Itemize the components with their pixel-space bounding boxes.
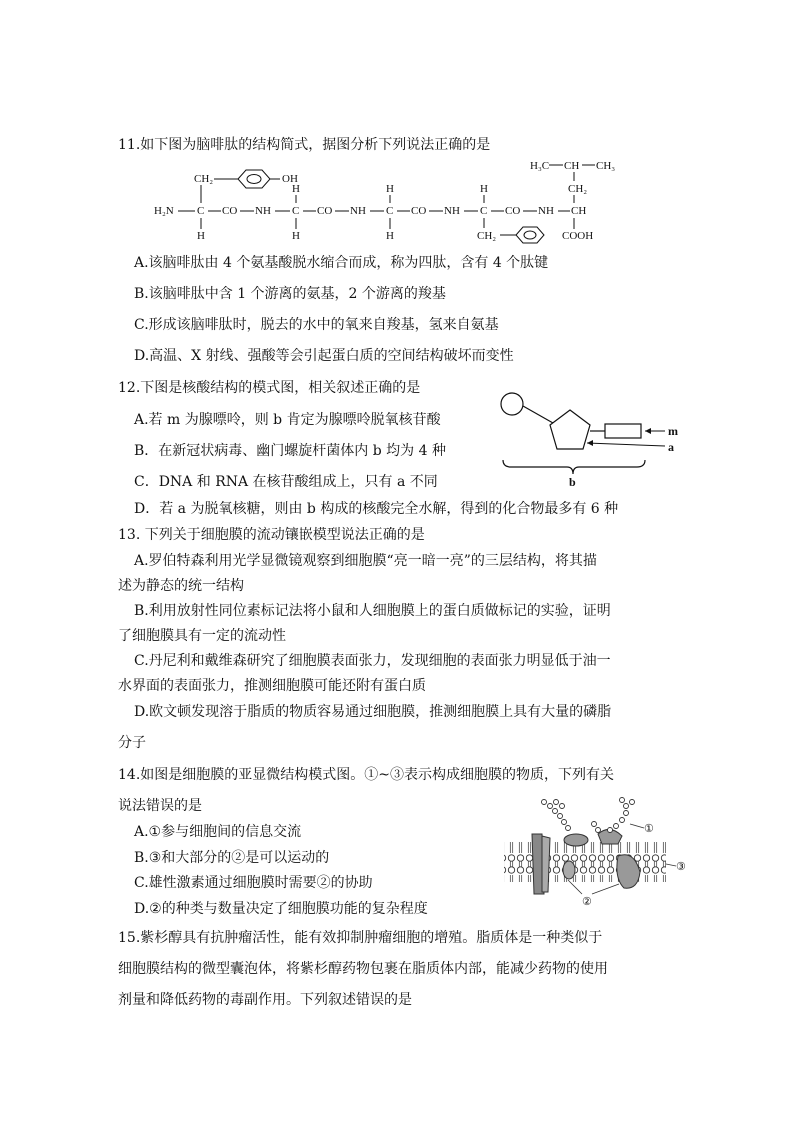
label-b: b [569, 475, 576, 489]
q13-line: C.丹尼利和戴维森研究了细胞膜表面张力，发现细胞的表面张力明显低于油一 [134, 653, 611, 669]
svg-text:CO: CO [222, 205, 238, 217]
svg-text:H: H [386, 230, 394, 242]
q11-option-d: D.高温、X 射线、强酸等会引起蛋白质的空间结构破坏而变性 [134, 348, 514, 364]
svg-text:C: C [197, 205, 205, 217]
q13-line: A.罗伯特森利用光学显微镜观察到细胞膜“亮一暗一亮”的三层结构，将其描 [134, 553, 597, 569]
h2n-group: H₂N [154, 205, 174, 217]
q12-option-b: B．在新冠状病毒、幽门螺旋杆菌体内 b 均为 4 种 [134, 443, 446, 459]
q12-option-c: C．DNA 和 RNA 在核苷酸组成上，只有 a 不同 [134, 474, 438, 490]
svg-text:CH: CH [564, 160, 580, 172]
q11-stem: 11.如下图为脑啡肽的结构简式，据图分析下列说法正确的是 [118, 137, 491, 153]
nucleotide-diagram [495, 390, 690, 490]
q15-line: 细胞膜结构的微型囊泡体，将紫杉醇药物包裹在脂质体内部，能减少药物的使用 [118, 961, 608, 977]
svg-text:CH₂: CH₂ [477, 230, 497, 242]
cell-membrane-diagram [498, 794, 694, 910]
q12-stem: 12.下图是核酸结构的模式图，相关叙述正确的是 [118, 380, 421, 396]
q13-line: 水界面的表面张力，推测细胞膜可能还附有蛋白质 [118, 678, 426, 694]
svg-text:CO: CO [505, 205, 521, 217]
q11-option-a: A.该脑啡肽由 4 个氨基酸脱水缩合而成，称为四肽，含有 4 个肽键 [134, 255, 549, 271]
svg-text:NH: NH [350, 205, 366, 217]
svg-text:OH: OH [282, 173, 298, 185]
q14-option-b: B.③和大部分的②是可以运动的 [134, 850, 330, 866]
q13-line: 述为静态的统一结构 [118, 578, 244, 594]
svg-text:H: H [480, 183, 488, 195]
svg-text:CO: CO [411, 205, 427, 217]
q13-stem: 13. 下列关于细胞膜的流动镶嵌模型说法正确的是 [118, 527, 425, 543]
q15-line: 15.紫杉醇具有抗肿瘤活性，能有效抑制肿瘤细胞的增殖。脂质体是一种类似于 [118, 930, 603, 946]
svg-text:H: H [292, 230, 300, 242]
enkephalin-structure-figure [150, 156, 650, 246]
q13-line: 分子 [118, 735, 146, 751]
q13-line: D.欧文顿发现溶于脂质的物质容易通过细胞膜，推测细胞膜上具有大量的磷脂 [134, 704, 612, 720]
svg-text:COOH: COOH [562, 230, 594, 242]
q12-option-a: A.若 m 为腺嘌呤，则 b 肯定为腺嘌呤脱氧核苷酸 [134, 412, 441, 428]
label-3: ③ [676, 861, 686, 873]
svg-text:CH₂: CH₂ [194, 173, 214, 185]
label-m: m [668, 424, 678, 438]
svg-text:C: C [480, 205, 488, 217]
q13-line: B.利用放射性同位素标记法将小鼠和人细胞膜上的蛋白质做标记的实验，证明 [134, 603, 611, 619]
svg-text:H: H [197, 230, 205, 242]
q14-option-a: A.①参与细胞间的信息交流 [134, 824, 302, 840]
q13-line: 了细胞膜具有一定的流动性 [118, 628, 286, 644]
q14-stem: 14.如图是细胞膜的亚显微结构模式图。①~③表示构成细胞膜的物质，下列有关 [118, 767, 614, 783]
label-a: a [668, 440, 674, 454]
svg-text:NH: NH [255, 205, 271, 217]
svg-text:CH: CH [571, 205, 587, 217]
q11-option-b: B.该脑啡肽中含 1 个游离的氨基，2 个游离的羧基 [134, 286, 446, 302]
svg-text:H₃C: H₃C [530, 160, 550, 172]
label-1: ① [644, 823, 654, 835]
q14-stem-cont: 说法错误的是 [118, 798, 202, 814]
q14-option-d: D.②的种类与数量决定了细胞膜功能的复杂程度 [134, 901, 428, 917]
svg-text:H: H [292, 183, 300, 195]
svg-text:CH₂: CH₂ [568, 183, 588, 195]
svg-text:NH: NH [444, 205, 460, 217]
q11-option-c: C.形成该脑啡肽时，脱去的水中的氧来自羧基，氢来自氨基 [134, 317, 499, 333]
svg-text:C: C [292, 205, 300, 217]
q14-option-c: C.雄性激素通过细胞膜时需要②的协助 [134, 875, 373, 891]
svg-text:H: H [386, 183, 394, 195]
q12-option-d: D．若 a 为脱氧核糖，则由 b 构成的核酸完全水解，得到的化合物最多有 6 种 [134, 501, 619, 517]
svg-text:NH: NH [538, 205, 554, 217]
svg-text:CO: CO [317, 205, 333, 217]
label-2: ② [582, 896, 592, 908]
svg-text:C: C [386, 205, 394, 217]
q15-line: 剂量和降低药物的毒副作用。下列叙述错误的是 [118, 992, 412, 1008]
svg-text:CH₃: CH₃ [596, 160, 616, 172]
